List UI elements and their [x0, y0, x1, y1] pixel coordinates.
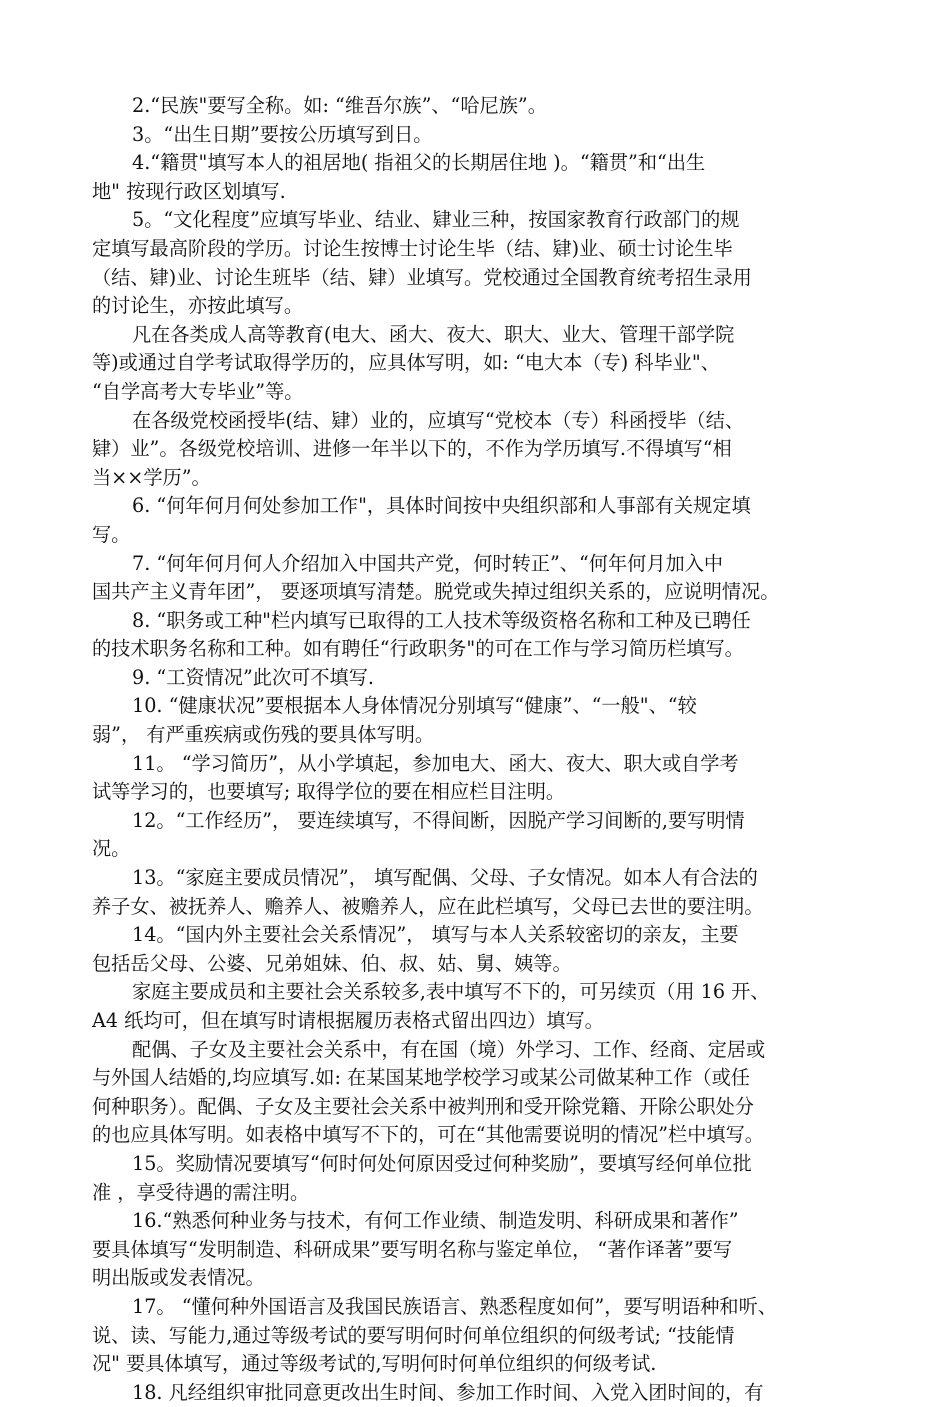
text-line: （结、肄)业、讨论生班毕（结、肄）业填写。党校通过全国教育统考招生录用: [92, 265, 752, 289]
text-line: 3。“出生日期”要按公历填写到日。: [132, 122, 433, 146]
text-line: 养子女、被抚养人、赡养人、被赡养人，应在此栏填写，父母已去世的要注明。: [92, 894, 764, 918]
text-line: 18. 凡经组织审批同意更改出生时间、参加工作时间、入党入团时间的，有: [132, 1380, 764, 1404]
text-line: 弱”， 有严重疾病或伤残的要具体写明。: [92, 723, 435, 747]
text-line: 13。“家庭主要成员情况”， 填写配偶、父母、子女情况。如本人有合法的: [132, 866, 758, 890]
text-line: 地" 按现行政区划填写.: [92, 179, 286, 203]
text-line: 9. “工资情况”此次可不填写.: [132, 665, 374, 689]
text-line: 2.“民族"要写全称。如: “维吾尔族”、“哈尼族”。: [132, 94, 547, 117]
text-line: 14。“国内外主要社会关系情况”， 填写与本人关系较密切的亲友，主要: [132, 923, 739, 947]
text-line: 试等学习的，也要填写; 取得学位的要在相应栏目注明。: [92, 780, 566, 804]
text-line: 5。“文化程度”应填写毕业、结业、肄业三种，按国家教育行政部门的规: [132, 208, 740, 232]
text-line: 6. “何年何月何处参加工作"，具体时间按中央组织部和人事部有关规定填: [132, 494, 751, 518]
text-line: 11。 “学习简历”，从小学填起，参加电大、函大、夜大、职大或自学考: [132, 751, 739, 775]
text-line: 的也应具体写明。如表格中填写不下的，可在“其他需要说明的情况”栏中填写。: [92, 1123, 764, 1147]
text-line: 何种职务）。配偶、子女及主要社会关系中被判刑和受开除党籍、开除公职处分: [92, 1094, 754, 1118]
text-line: 7. “何年何月何人介绍加入中国共产党，何时转正”、“何年何月加入中: [132, 551, 724, 575]
text-line: A4 纸均可，但在填写时请根据履历表格式留出四边）填写。: [92, 1009, 604, 1032]
text-line: 在各级党校函授毕(结、肄）业的，应填写“党校本（专）科函授毕（结、: [132, 408, 745, 432]
text-line: 家庭主要成员和主要社会关系较多,表中填写不下的，可另续页（用 16 开、: [132, 980, 770, 1004]
document-body: [92, 92, 880, 1407]
text-line: 要具体填写“发明制造、科研成果”要写明名称与鉴定单位， “著作译著”要写: [92, 1237, 733, 1261]
text-line: “自学高考大专毕业”等。: [92, 379, 304, 403]
text-line: 的技术职务名称和工种。如有聘任“行政职务"的可在工作与学习简历栏填写。: [92, 637, 744, 661]
text-line: 当××学历”。: [92, 465, 211, 489]
text-line: 与外国人结婚的,均应填写.如: 在某国某地学校学习或某公司做某种工作（或任: [92, 1066, 750, 1090]
text-line: 况。: [92, 837, 131, 861]
text-line: 4.“籍贯"填写本人的祖居地( 指祖父的长期居住地 )。“籍贯”和“出生: [132, 151, 706, 175]
text-line: 16.“熟悉何种业务与技术，有何工作业绩、制造发明、科研成果和著作”: [132, 1209, 739, 1233]
text-line: 8. “职务或工种"栏内填写已取得的工人技术等级资格名称和工种及已聘任: [132, 608, 751, 632]
text-line: 定填写最高阶段的学历。讨论生按博士讨论生毕（结、肄)业、硕士讨论生毕: [92, 236, 733, 260]
text-line: 17。 “懂何种外国语言及我国民族语言、熟悉程度如何”，要写明语种和听、: [132, 1294, 777, 1318]
text-line: 配偶、子女及主要社会关系中，有在国（境）外学习、工作、经商、定居或: [132, 1037, 766, 1061]
text-line: 的讨论生，亦按此填写。: [92, 294, 304, 318]
text-line: 国共产主义青年团”， 要逐项填写清楚。脱党或失掉过组织关系的，应说明情况。: [92, 580, 780, 604]
text-line: 等)或通过自学考试取得学历的，应具体写明，如: “电大本（专) 科毕业"、: [92, 351, 720, 375]
text-line: 10. “健康状况”要根据本人身体情况分别填写“健康”、“一般"、“较: [132, 694, 697, 718]
text-line: 况" 要具体填写，通过等级考试的,写明何时何单位组织的何级考试.: [92, 1352, 657, 1376]
text-line: 肄）业”。各级党校培训、进修一年半以下的，不作为学历填写.不得填写“相: [92, 437, 732, 461]
text-line: 包括岳父母、公婆、兄弟姐妹、伯、叔、姑、舅、姨等。: [92, 951, 572, 975]
text-line: 凡在各类成人高等教育(电大、函大、夜大、职大、业大、管理干部学院: [132, 322, 735, 346]
text-line: 15。奖励情况要填写“何时何处何原因受过何种奖励”，要填写经何单位批: [132, 1151, 752, 1175]
text-line: 明出版或发表情况。: [92, 1266, 265, 1290]
text-line: 准 ，享受待遇的需注明。: [92, 1180, 310, 1204]
text-line: 说、读、写能力,通过等级考试的要写明何时何单位组织的何级考试; “技能情: [92, 1323, 735, 1347]
text-line: 写。: [92, 522, 131, 546]
text-line: 12。“工作经历”， 要连续填写，不得间断，因脱产学习间断的,要写明情: [132, 808, 745, 832]
